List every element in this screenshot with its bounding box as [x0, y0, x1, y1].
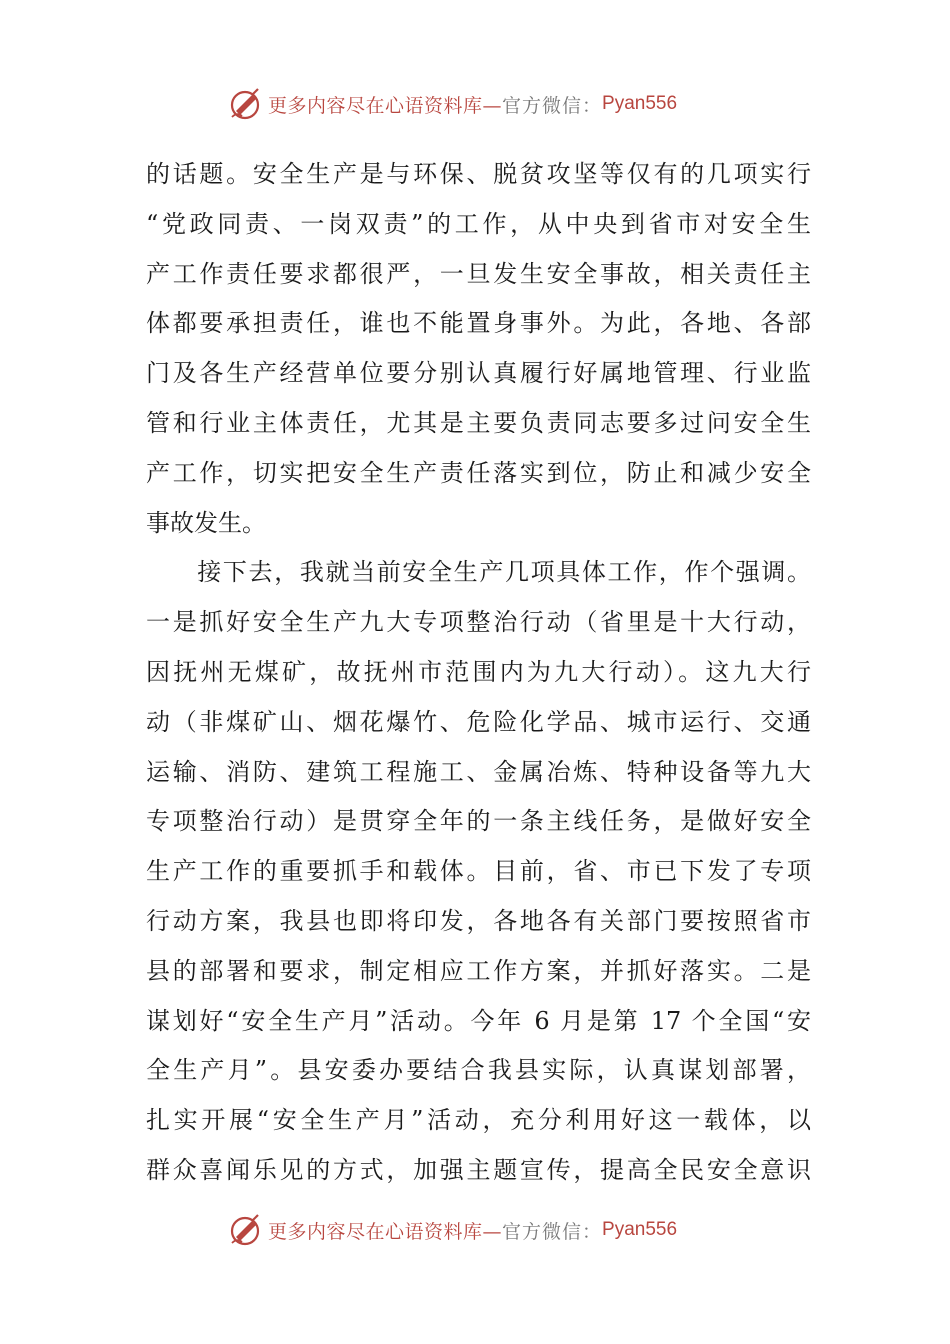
- text-line: 因抚州无煤矿，故抚州市范围内为九大行动）。这九大行: [146, 657, 811, 686]
- pen-circle-icon: [228, 1212, 264, 1248]
- text-line: 生产工作的重要抓手和载体。目前，省、市已下发了专项: [146, 857, 811, 886]
- text-line: 行动方案，我县也即将印发，各地各有关部门要按照省市: [146, 906, 811, 935]
- text-line: 专项整治行动）是贯穿全年的一条主线任务，是做好安全: [146, 807, 811, 836]
- text-line: 管和行业主体责任，尤其是主要负责同志要多过问安全生: [146, 408, 811, 437]
- text-line: “党政同责、一岗双责”的工作，从中央到省市对安全生: [146, 209, 811, 238]
- paragraph: [146, 548, 811, 1195]
- paragraph: [146, 150, 811, 548]
- text-line: 门及各生产经营单位要分别认真履行好属地管理、行业监: [146, 359, 811, 388]
- pen-circle-icon: [228, 86, 264, 122]
- footer-watermark: [228, 1212, 677, 1248]
- text-line: 体都要承担责任，谁也不能置身事外。为此，各地、各部: [146, 309, 811, 338]
- text-line: 事故发生。: [146, 508, 266, 537]
- text-line: 的话题。安全生产是与环保、脱贫攻坚等仅有的几项实行: [146, 160, 811, 188]
- watermark-prefix: 更多内容尽在心语资料库—: [268, 1220, 503, 1243]
- watermark-middle: 官方微信：: [502, 94, 603, 117]
- text-line: 全生产月”。县安委办要结合我县实际，认真谋划部署，: [146, 1056, 811, 1085]
- text-line: 动（非煤矿山、烟花爆竹、危险化学品、城市运行、交通: [146, 707, 811, 736]
- text-line: 群众喜闻乐见的方式，加强主题宣传，提高全民安全意识: [146, 1155, 811, 1184]
- text-line: 一是抓好安全生产九大专项整治行动（省里是十大行动，: [146, 608, 811, 637]
- watermark-id: Pyan556: [602, 1219, 678, 1240]
- text-line: 扎实开展“安全生产月”活动，充分利用好这一载体，以: [146, 1106, 811, 1135]
- text-line: 谋划好“安全生产月”活动。今年 6 月是第 17 个全国“安: [146, 1006, 811, 1035]
- header-watermark: [228, 86, 677, 122]
- text-line: 产工作，切实把安全生产责任落实到位，防止和减少安全: [146, 458, 811, 487]
- document-body: [146, 150, 811, 1196]
- text-line: 产工作责任要求都很严，一旦发生安全事故，相关责任主: [146, 259, 811, 288]
- text-line: 运输、消防、建筑工程施工、金属冶炼、特种设备等九大: [146, 757, 811, 786]
- text-line: 接下去，我就当前安全生产几项具体工作，作个强调。: [146, 558, 811, 587]
- watermark-id: Pyan556: [602, 93, 678, 114]
- watermark-middle: 官方微信：: [502, 1220, 603, 1243]
- text-line: 县的部署和要求，制定相应工作方案，并抓好落实。二是: [146, 956, 811, 985]
- watermark-prefix: 更多内容尽在心语资料库—: [268, 94, 503, 117]
